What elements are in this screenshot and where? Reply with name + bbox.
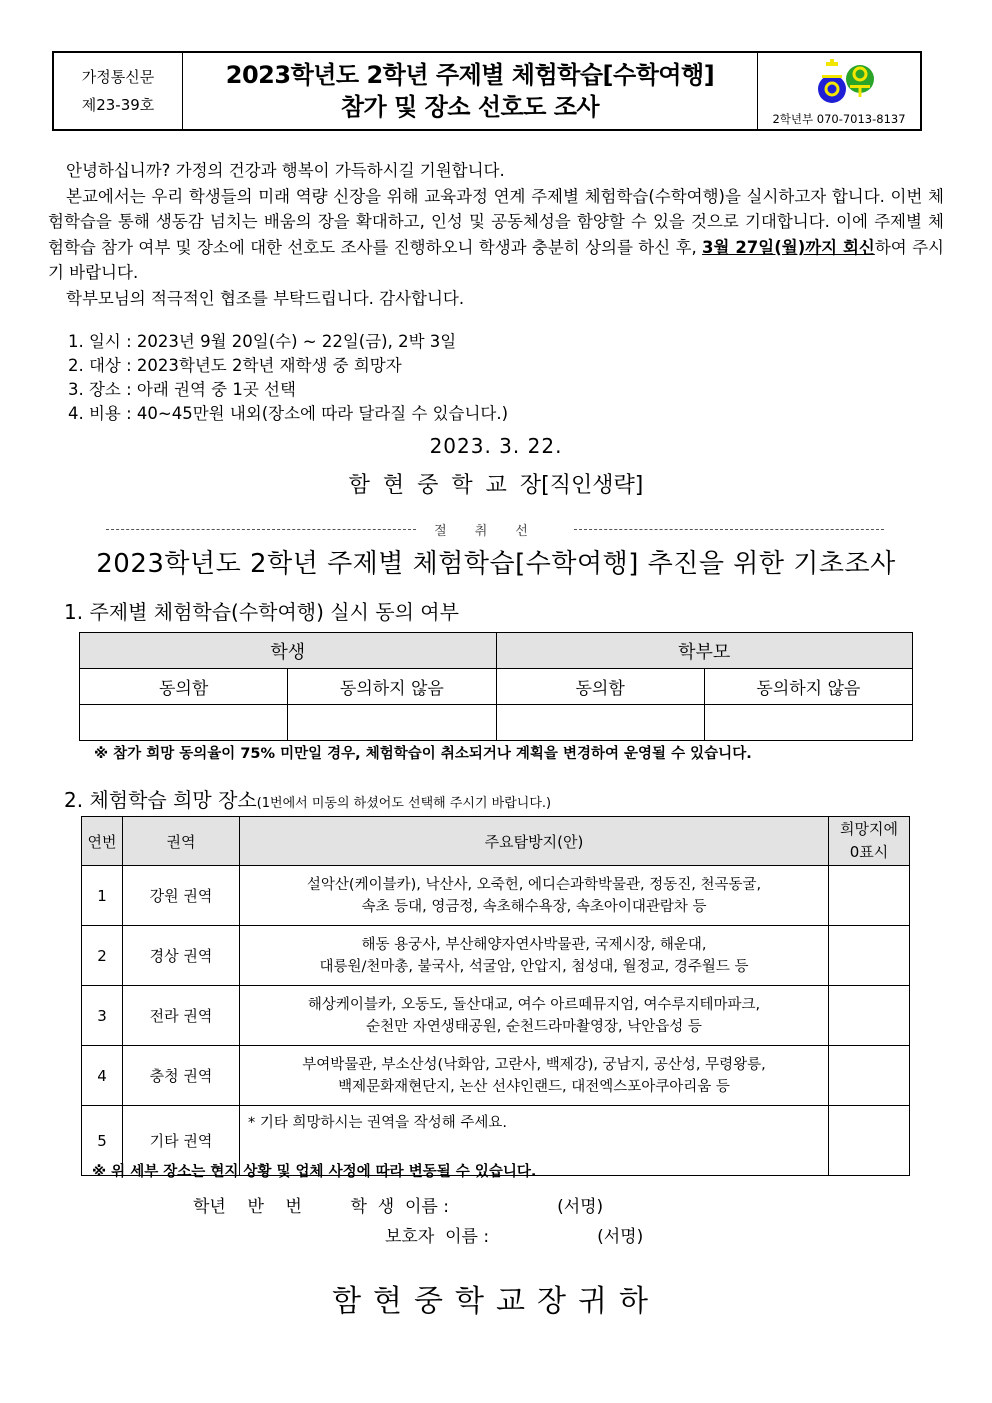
trip-details — [68, 330, 508, 426]
detail-place: 3. 장소 : 아래 권역 중 1곳 선택 — [68, 380, 296, 399]
student-header: 학생 — [80, 633, 497, 669]
survey-title: 2023학년도 2학년 주제별 체험학습[수학여행] 추진을 위한 기초조사 — [96, 549, 896, 579]
principal-signature: 함 현 중 학 교 장[직인생략] — [348, 473, 644, 498]
deadline: 3월 27일(월)까지 회신 — [702, 237, 875, 257]
row-mark-cell[interactable] — [829, 926, 910, 986]
detail-cost: 4. 비용 : 40~45만원 내외(장소에 따라 달라질 수 있습니다.) — [68, 404, 509, 423]
parent-agree-cell[interactable] — [496, 705, 704, 741]
greeting: 안녕하십니까? 가정의 건강과 행복이 가득하시길 기원합니다. — [66, 161, 505, 180]
doc-title — [183, 53, 758, 129]
doc-info — [54, 53, 183, 129]
row-places — [240, 866, 829, 926]
parent-disagree-label: 동의하지 않음 — [704, 669, 912, 705]
student-disagree-cell[interactable] — [288, 705, 496, 741]
row-region: 기타 권역 — [123, 1106, 240, 1176]
intro-body — [48, 184, 944, 286]
col-places: 주요탐방지(안) — [240, 817, 829, 866]
row-region: 경상 권역 — [123, 926, 240, 986]
col-mark-line1: 희망지에 — [840, 820, 898, 838]
row-no: 1 — [82, 866, 123, 926]
intro-text — [48, 158, 944, 311]
parent-disagree-cell[interactable] — [704, 705, 912, 741]
contact-number: 2학년부 070-7013-8137 — [772, 112, 906, 126]
row-no: 3 — [82, 986, 123, 1046]
student-agree-label: 동의함 — [80, 669, 288, 705]
section-2-subtitle: (1번에서 미동의 하셨어도 선택해 주시기 바랍니다.) — [256, 796, 552, 811]
title-line-2: 참가 및 장소 선호도 조사 — [340, 93, 600, 121]
detail-target: 2. 대상 : 2023학년도 2학년 재학생 중 희망자 — [68, 356, 402, 375]
row-mark-cell[interactable] — [829, 986, 910, 1046]
parent-signature-line[interactable]: 보호자 이름 : (서명) — [385, 1227, 644, 1247]
col-region: 권역 — [123, 817, 240, 866]
places-line1: 설악산(케이블카), 낙산사, 오죽헌, 에디슨과학박물관, 정동진, 천곡동굴, — [306, 876, 762, 893]
table-row — [82, 986, 910, 1046]
row-mark-cell[interactable] — [829, 1046, 910, 1106]
row-region: 충청 권역 — [123, 1046, 240, 1106]
intro-body-a: 본교에서는 우리 학생들의 미래 역량 신장을 위해 교육과정 연계 주제별 체험학습(수학여행)을 실시하고자 합니다. 이번 체험학습을 통해 생동감 넘치는 배움의 장을 확대하고, 인성 및 공동체성을 함양할 수 있을 것으로 기대합니다. 이에 주제별 체험학습 참가 여부 및 장소에 대한 선호도 조사를 진행하오니 학생과 충분히 상의를 하신 후, — [48, 186, 944, 257]
table-row — [82, 1046, 910, 1106]
section-2-title — [64, 784, 551, 813]
logo-area — [758, 53, 920, 129]
cut-dash-left — [106, 529, 416, 530]
parent-agree-label: 동의함 — [496, 669, 704, 705]
places-line2: 대릉원/천마총, 불국사, 석굴암, 안압지, 첨성대, 월정교, 경주월드 등 — [319, 958, 749, 975]
doc-number: 제23-39호 — [81, 96, 155, 114]
row-no: 5 — [82, 1106, 123, 1176]
student-disagree-label: 동의하지 않음 — [288, 669, 496, 705]
row-no: 2 — [82, 926, 123, 986]
cut-label: 절취선 — [434, 524, 556, 539]
places-line1: 해동 용궁사, 부산해양자연사박물관, 국제시장, 해운대, — [361, 936, 707, 953]
col-mark — [829, 817, 910, 866]
row-region: 강원 권역 — [123, 866, 240, 926]
row-mark-cell[interactable] — [829, 1106, 910, 1176]
places-line2: 백제문화재현단지, 논산 선샤인랜드, 대전엑스포아쿠아리움 등 — [338, 1078, 730, 1095]
section-2-heading: 2. 체험학습 희망 장소 — [64, 788, 257, 812]
table-row — [82, 866, 910, 926]
row-places — [240, 926, 829, 986]
cut-line — [106, 520, 884, 539]
consent-table — [79, 632, 913, 741]
school-logo-icon — [816, 59, 876, 107]
cut-dash-right — [574, 529, 884, 530]
closing-addressee: 함현중학교장귀하 — [332, 1284, 660, 1319]
detail-date: 1. 일시 : 2023년 9월 20일(수) ~ 22일(금), 2박 3일 — [68, 332, 457, 351]
place-note: ※ 위 세부 장소는 현지 상황 및 업체 사정에 따라 변동될 수 있습니다. — [92, 1164, 537, 1180]
issue-date: 2023. 3. 22. — [429, 434, 563, 458]
row-places — [240, 1046, 829, 1106]
section-1-title: 1. 주제별 체험학습(수학여행) 실시 동의 여부 — [64, 600, 459, 624]
student-agree-cell[interactable] — [80, 705, 288, 741]
col-no: 연번 — [82, 817, 123, 866]
parent-header: 학부모 — [496, 633, 913, 669]
thanks: 학부모님의 적극적인 협조를 부탁드립니다. 감사합니다. — [66, 288, 465, 308]
student-signature-line[interactable]: 학년 반 번 학 생 이름 : (서명) — [193, 1197, 604, 1217]
row-mark-cell[interactable] — [829, 866, 910, 926]
row-region: 전라 권역 — [123, 986, 240, 1046]
consent-note: ※ 참가 희망 동의율이 75% 미만일 경우, 체험학습이 취소되거나 계획을 변경하여 운영될 수 있습니다. — [94, 746, 752, 762]
header-box — [52, 51, 922, 131]
title-line-1: 2023학년도 2학년 주제별 체험학습[수학여행] — [225, 61, 715, 89]
places-line2: 속초 등대, 영금정, 속초해수욕장, 속초아이대관람차 등 — [361, 898, 707, 915]
intro-body-b: 하여 주시기 바랍니다. — [48, 237, 944, 282]
place-table — [81, 816, 910, 1176]
col-mark-line2: 0표시 — [849, 843, 889, 861]
places-line1: 해상케이블카, 오동도, 돌산대교, 여수 아르떼뮤지엄, 여수루지테마파크, — [307, 996, 761, 1013]
places-line2: 순천만 자연생태공원, 순천드라마촬영장, 낙안읍성 등 — [366, 1018, 702, 1035]
doc-type: 가정통신문 — [81, 68, 155, 86]
row-no: 4 — [82, 1046, 123, 1106]
row-places — [240, 986, 829, 1046]
places-line1: * 기타 희망하시는 권역을 작성해 주세요. — [248, 1115, 508, 1131]
places-line1: 부여박물관, 부소산성(낙화암, 고란사, 백제강), 궁남지, 공산성, 무령왕릉, — [302, 1056, 766, 1073]
table-row — [82, 926, 910, 986]
